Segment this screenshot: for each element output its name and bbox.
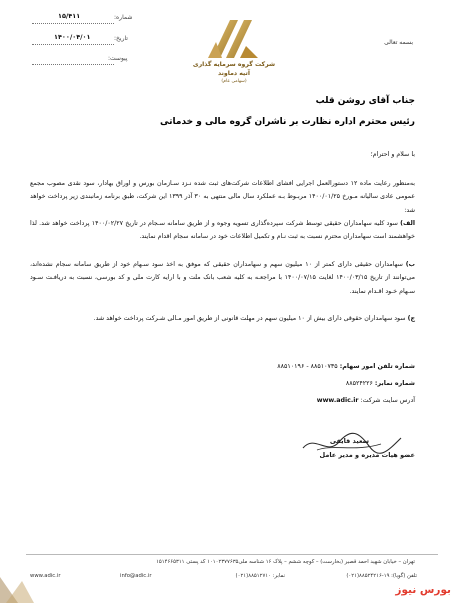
addressee-title: رئیس محترم اداره نظارت بر ناشران گروه مالی و خدماتی [160, 117, 415, 127]
logo-company-type: (سهامی عام) [221, 79, 247, 84]
footer-email[interactable]: info@adic.ir [120, 573, 152, 579]
letter-date-label: تاریخ: [114, 35, 128, 42]
letter-meta [10, 10, 140, 70]
letter-number-label: شماره: [114, 14, 133, 21]
item-c-label: ج) [407, 315, 415, 322]
basmala: بسمه تعالی [384, 39, 413, 46]
footer-address: تهران – خیابان شهید احمد قصیر (بخارست) – کوچه ششم – پلاک ۱۶ شناسه ملی۱۰۱۰۲۳۷۷۶۳۵ کد پستی ۱۵۱۴۶۶۵۳۱۱ [156, 559, 415, 565]
signature-block [275, 430, 415, 475]
letter-number-value: ۱۵/۴۱۱ [58, 12, 81, 20]
dotted-line [32, 44, 114, 45]
footer-contacts [30, 573, 417, 583]
company-logo [186, 14, 282, 94]
footer-website[interactable]: www.adic.ir [30, 573, 61, 579]
addressee-name: جناب آقای روشن قلب [315, 96, 415, 106]
contact-fax [346, 380, 415, 387]
item-b-label: ب) [405, 261, 415, 268]
contact-fax-value: ۸۸۵۲۴۲۲۶ [345, 380, 373, 387]
item-a-paragraph [30, 217, 415, 244]
corner-decoration-icon [0, 569, 40, 603]
contact-phone [277, 363, 415, 370]
contact-site [317, 397, 415, 404]
dotted-line [32, 64, 114, 65]
news-watermark: بورس نیوز [395, 584, 451, 596]
item-b-text: سهامداران حقیقی دارای کمتر از ۱۰ میلیون سهم و سهامداران حقیقی که موفق به اخذ سود سـهام خود از طریق سامانه سجام نشده‌اند، می‌توانند از تاریخ ۱۴۰۰/۰۳/۱۵ لغایت ۱۴۰۰/۰۷/۱۵ با مراجعـه به کلیه شعب بانک ملت و با ارایه کارت ملی و کد بورسی، نسبت به دریافـت سـود سـهام خـود اقـدام نمایند. [30, 261, 415, 295]
contact-fax-label: شماره نمابر: [374, 380, 415, 387]
contact-site-label: آدرس سایت شرکت: [360, 397, 415, 404]
signatory-name: سعید قایقی [329, 437, 369, 445]
company-website-link[interactable]: www.adic.ir [316, 397, 359, 404]
footer-fax: نمابر: ۸۸۵۱۲۷۱۰(۰۲۱) [235, 573, 285, 579]
intro-text: به‌منظور رعایت ماده ۱۲ دستورالعمل اجرایی افشای اطلاعات شرکت‌های ثبت شده نـزد سـازمان بورس و اوراق بهادار، سود نقدی مصوب مجمع عمومی عادی سالیانه مـورخ ۱۴۰۰/۰۱/۲۵ مربـوط بـه عملکرد سال مالی منتهی به ۳۰ آذر ۱۳۹۹ این شرکت، طبق برنامه زمانبندی زیر پرداخت خواهد شد: [30, 180, 415, 214]
footer-divider [26, 554, 438, 555]
logo-company-name: شرکت گروه سرمایه گذاری [192, 61, 276, 68]
contact-phone-value: ۸۸۵۱۰۷۳۵ - ۸۸۵۱۰۱۹۶ [277, 363, 338, 370]
item-a-label: الف) [400, 220, 415, 227]
dotted-line [32, 23, 114, 24]
logo-company-name-2: آتیه دماوند [218, 70, 250, 77]
contact-phone-label: شماره تلفن امور سهام: [339, 363, 415, 370]
footer-phone: تلفن (گویا): ۱۹-۸۸۵۲۴۲۱۶(۰۲۱) [346, 573, 417, 579]
item-c-text: سود سهامداران حقوقی دارای بیش از ۱۰ میلیون سهم در مهلت قانونی از طریق امور مـالی شـرکت پرداخت خواهد شد. [93, 315, 406, 322]
letter-attachment-label: پیوست: [108, 55, 128, 62]
item-c-paragraph [30, 312, 415, 325]
item-a-text: سود کلیه سهامداران حقیقی توسط شرکت سپرده‌گذاری تسویه وجوه و از طریق سامانه سـجام در تاریخ ۱۴۰۰/۰۲/۲۷ پرداخت خواهد شد. لذا خواهشمند است سهامداران محترم نسبت به ثبت نـام و تکمیل اطلاعات خود در سامانه سجام اقدام نمایند. [30, 220, 415, 241]
item-b-paragraph [30, 258, 415, 298]
intro-paragraph [30, 177, 415, 217]
greeting: با سلام و احترام؛ [370, 151, 415, 158]
logo-emblem-icon [186, 14, 282, 60]
letter-date-value: ۱۴۰۰/۰۴/۰۱ [54, 33, 91, 41]
signatory-title: عضو هیات مدیره و مدیر عامل [319, 451, 415, 459]
